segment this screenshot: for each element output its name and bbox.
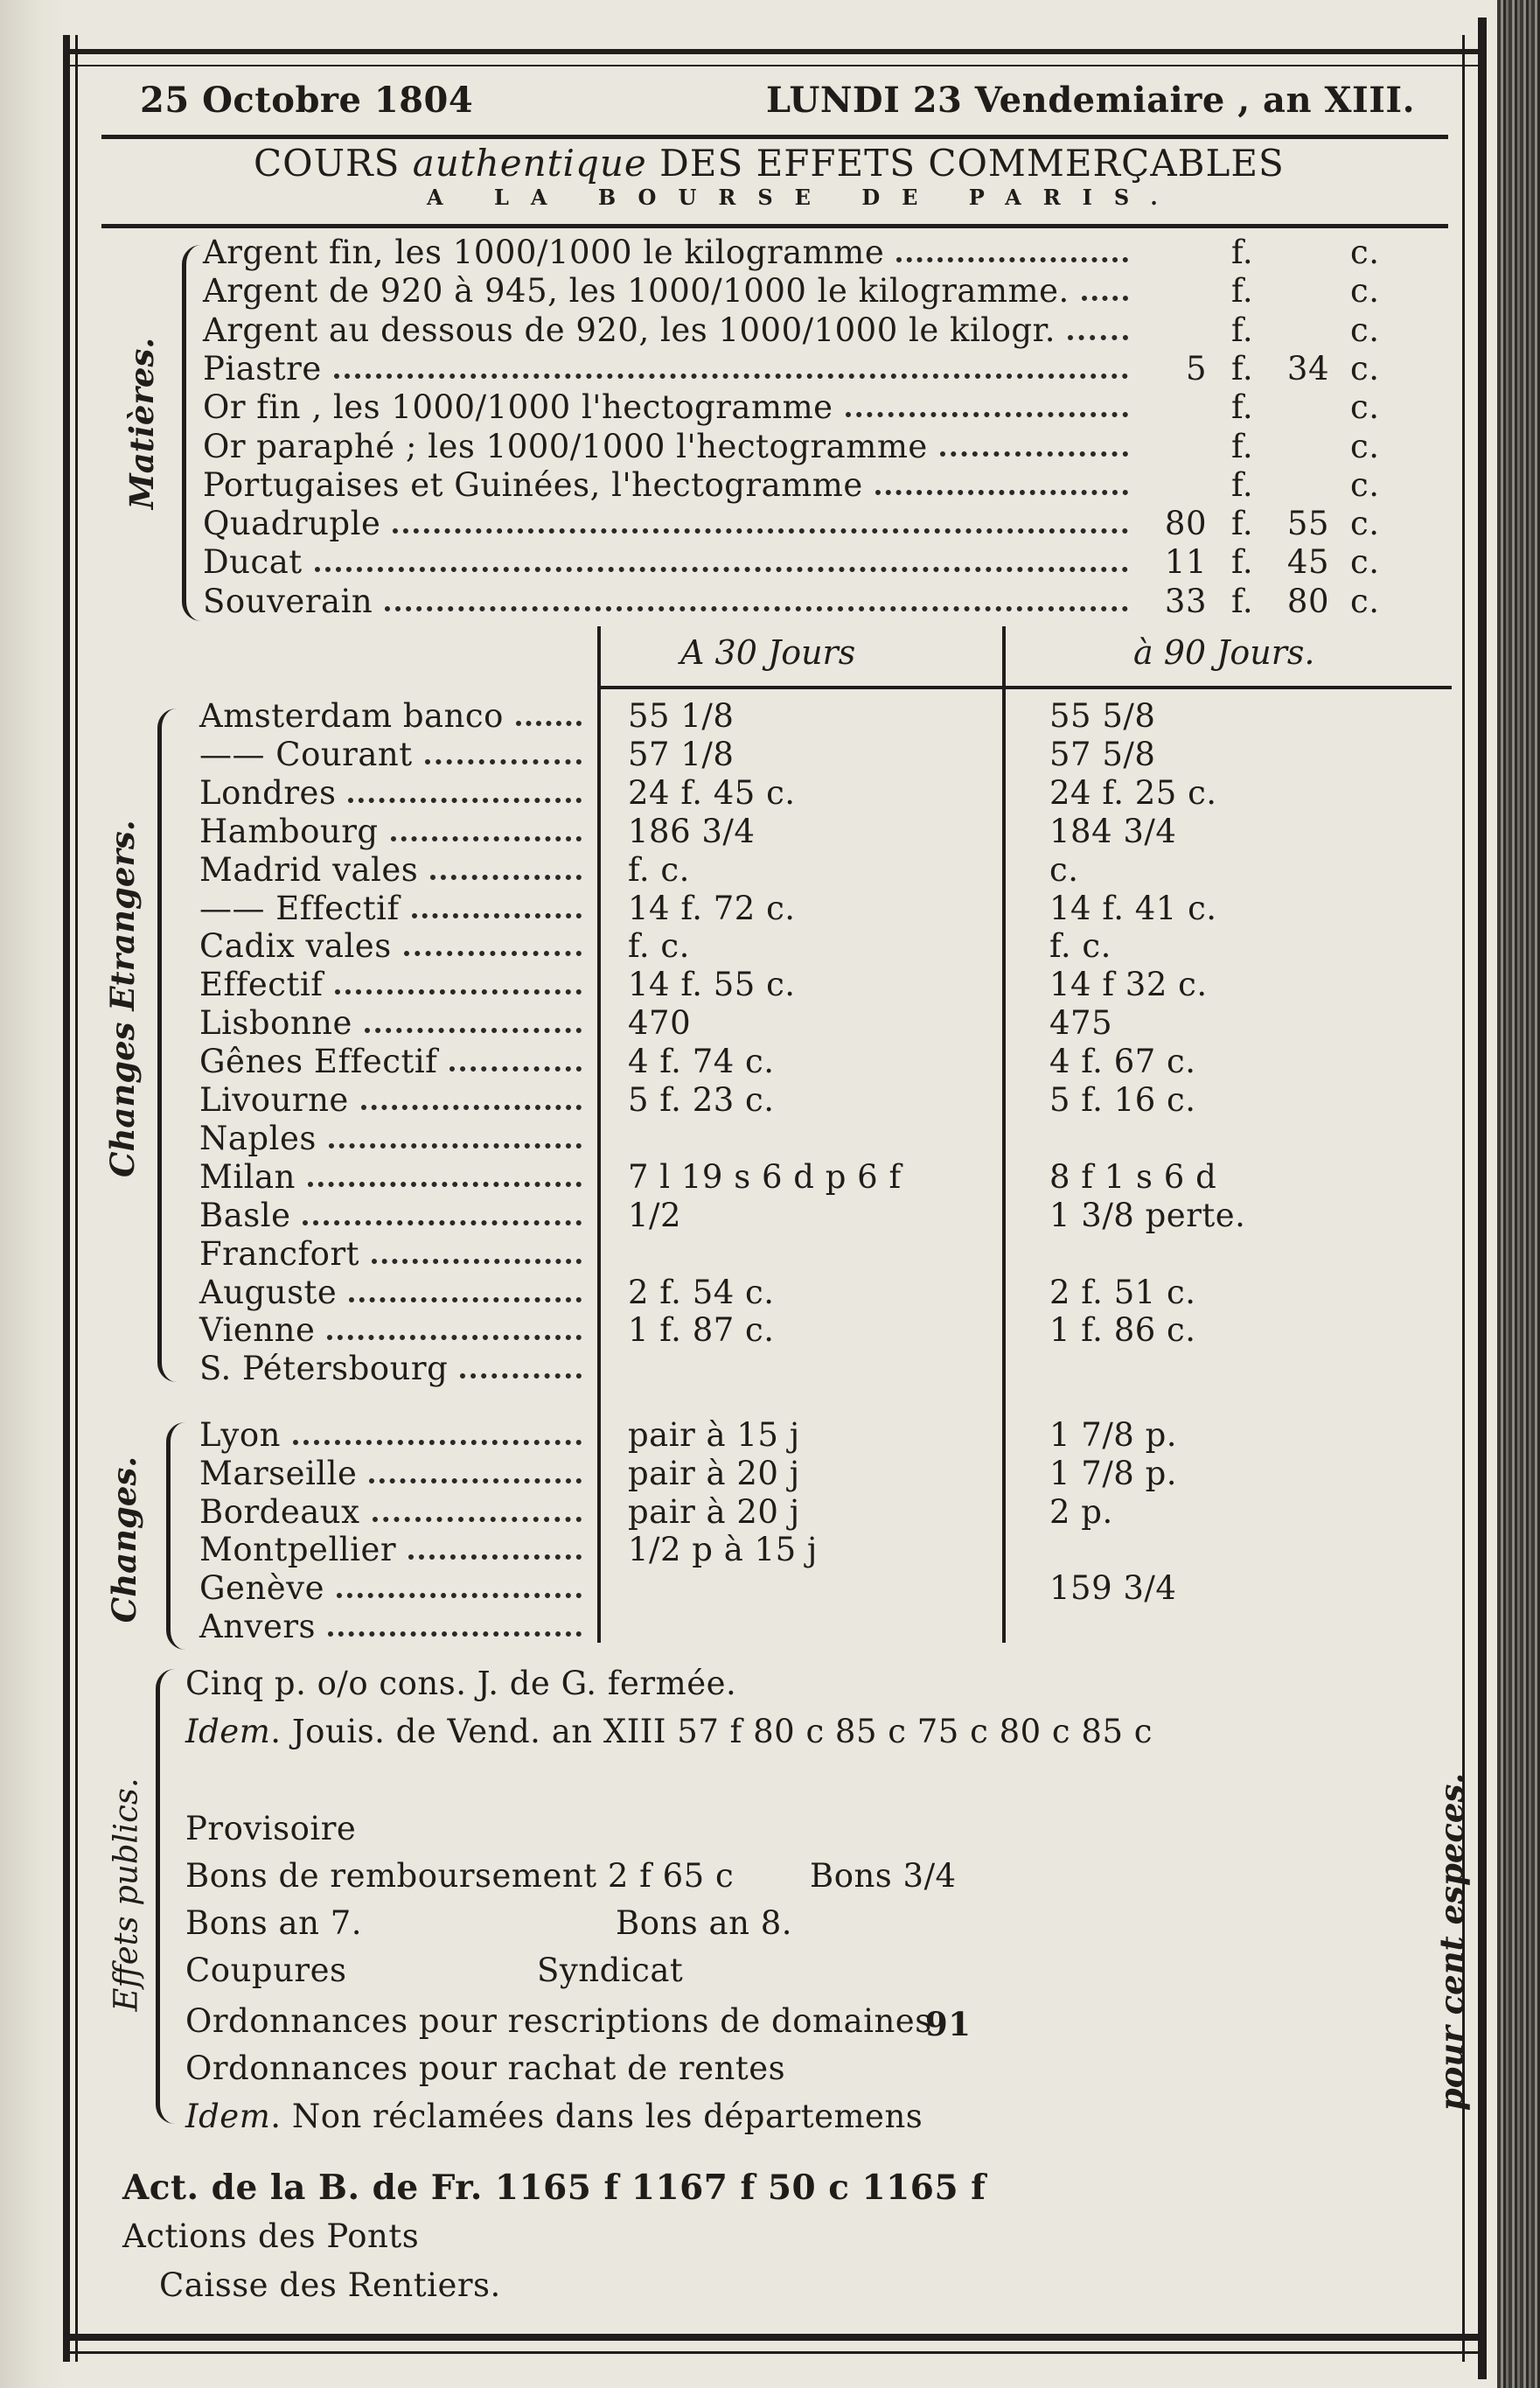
matiere-f-unit: f. xyxy=(1231,272,1254,310)
header-day: LUNDI 23 Vendemiaire , an XIII. xyxy=(766,80,1416,121)
dot-leader xyxy=(329,1143,582,1149)
rate-30-days: 14 f. 72 c. xyxy=(628,890,796,927)
matiere-c-value: 80 xyxy=(1286,583,1329,620)
dot-leader xyxy=(328,1631,582,1637)
changes-etrangers-brace xyxy=(157,709,181,1382)
idem-non-reclamees xyxy=(185,2100,923,2133)
rate-30-days: 57 1/8 xyxy=(628,736,735,773)
place-name: Francfort xyxy=(199,1235,359,1273)
matiere-c-unit: c. xyxy=(1350,466,1380,504)
dot-leader xyxy=(425,759,582,765)
actions-banque-france: Act. de la B. de Fr. 1165 f 1167 f 50 c 1165 f xyxy=(122,2168,986,2208)
dot-leader xyxy=(1082,296,1128,301)
matiere-name: Portugaises et Guinées, l'hectogramme xyxy=(203,466,863,504)
place-name: Hambourg xyxy=(199,813,379,850)
rate-30-days: 55 1/8 xyxy=(628,697,735,735)
dot-leader xyxy=(303,1220,582,1225)
rate-30-days: pair à 15 j xyxy=(628,1416,800,1454)
rate-30-days: 470 xyxy=(628,1004,692,1042)
rate-90-days: 2 p. xyxy=(1049,1493,1113,1531)
dot-leader xyxy=(449,1066,582,1072)
matiere-c-unit: c. xyxy=(1350,583,1380,620)
dot-leader xyxy=(308,1182,582,1187)
rate-90-days: 1 3/8 perte. xyxy=(1049,1197,1246,1234)
col-header-30: A 30 Jours xyxy=(680,633,856,672)
dot-leader xyxy=(348,798,582,803)
effets-publics-side-label: pour cent especes. xyxy=(1432,1772,1471,2112)
bons-an-7: Bons an 7. xyxy=(185,1904,362,1942)
rate-90-days: 24 f. 25 c. xyxy=(1049,774,1217,812)
dot-leader xyxy=(516,721,582,726)
header-date: 25 Octobre 1804 xyxy=(140,80,474,121)
rate-30-days: 186 3/4 xyxy=(628,813,756,850)
caisse-des-rentiers: Caisse des Rentiers. xyxy=(159,2266,501,2304)
place-name: —— Effectif xyxy=(199,890,400,927)
dot-leader xyxy=(369,1478,582,1484)
matiere-c-value: 55 xyxy=(1286,505,1329,542)
col-header-90: à 90 Jours. xyxy=(1133,633,1315,672)
rate-30-days: 5 f. 23 c. xyxy=(628,1081,775,1119)
rate-90-days: 14 f 32 c. xyxy=(1049,966,1208,1003)
changes-label: Changes. xyxy=(105,1456,143,1623)
place-name: Lisbonne xyxy=(199,1004,352,1042)
idem-jouis-italic: Idem xyxy=(185,1713,271,1750)
place-name: Gênes Effectif xyxy=(199,1043,438,1080)
header-subtitle: A LA BOURSE DE PARIS. xyxy=(427,185,1180,210)
dot-leader xyxy=(361,1105,582,1110)
place-name: Livourne xyxy=(199,1081,349,1119)
ordonnances-rescriptions: Ordonnances pour rescriptions de domaines xyxy=(185,2002,932,2040)
matiere-f-unit: f. xyxy=(1231,234,1254,271)
rate-30-days: 1/2 xyxy=(628,1197,682,1234)
place-name: Montpellier xyxy=(199,1531,397,1568)
coupures: Coupures xyxy=(185,1952,347,1989)
matiere-c-unit: c. xyxy=(1350,543,1380,581)
rate-30-days: pair à 20 j xyxy=(628,1455,800,1492)
place-name: Vienne xyxy=(199,1311,316,1349)
dot-leader xyxy=(391,836,582,841)
matiere-f-value: 80 xyxy=(1164,505,1207,542)
rate-90-days: 14 f. 41 c. xyxy=(1049,890,1217,927)
matiere-f-unit: f. xyxy=(1231,543,1254,581)
matiere-f-unit: f. xyxy=(1231,350,1254,388)
matiere-c-unit: c. xyxy=(1350,505,1380,542)
dot-leader xyxy=(430,875,582,880)
provisoire: Provisoire xyxy=(185,1810,357,1847)
rate-90-days: 184 3/4 xyxy=(1049,813,1177,850)
dot-leader xyxy=(385,606,1128,611)
matiere-f-unit: f. xyxy=(1231,428,1254,465)
place-name: Marseille xyxy=(199,1455,358,1492)
dot-leader xyxy=(315,567,1128,572)
changes-brace xyxy=(166,1422,188,1650)
matiere-name: Argent fin, les 1000/1000 le kilogramme xyxy=(203,234,885,271)
dot-leader xyxy=(334,374,1128,379)
place-name: Amsterdam banco xyxy=(199,697,504,735)
frame-left-rule xyxy=(63,35,70,2362)
dot-leader xyxy=(393,528,1128,534)
place-name: S. Pétersbourg xyxy=(199,1350,449,1387)
matiere-c-unit: c. xyxy=(1350,350,1380,388)
dot-leader xyxy=(1068,335,1128,340)
dot-leader xyxy=(896,257,1128,262)
effets-publics-label: Effets publics. xyxy=(107,1777,145,2012)
frame-right-rule xyxy=(1478,17,1487,2379)
dot-leader xyxy=(940,451,1128,457)
idem-non-reclamees-text: . Non réclamées dans les départemens xyxy=(270,2098,923,2135)
matiere-c-unit: c. xyxy=(1350,272,1380,310)
matiere-f-value: 11 xyxy=(1164,543,1207,581)
matieres-brace xyxy=(182,245,204,621)
idem-non-reclamees-italic: Idem xyxy=(185,2098,271,2135)
rate-90-days: c. xyxy=(1049,851,1079,889)
matiere-c-unit: c. xyxy=(1350,311,1380,349)
matiere-name: Argent au dessous de 920, les 1000/1000 le kilogr. xyxy=(203,311,1056,349)
col-divider-right xyxy=(1002,626,1006,1643)
matiere-f-value: 33 xyxy=(1164,583,1207,620)
matiere-f-unit: f. xyxy=(1231,583,1254,620)
col-divider-left xyxy=(597,626,601,1643)
dot-leader xyxy=(408,1554,582,1560)
dot-leader xyxy=(365,1028,582,1033)
dot-leader xyxy=(327,1335,582,1340)
rate-90-days: 57 5/8 xyxy=(1049,736,1156,773)
effets-publics-brace xyxy=(156,1669,179,2124)
place-name: Madrid vales xyxy=(199,851,419,889)
dot-leader xyxy=(460,1373,582,1379)
dot-leader xyxy=(846,412,1128,417)
frame-left-rule-thin xyxy=(75,35,78,2362)
place-name: Naples xyxy=(199,1120,317,1157)
place-name: Milan xyxy=(199,1158,296,1196)
place-name: Genève xyxy=(199,1569,324,1607)
rate-30-days: 14 f. 55 c. xyxy=(628,966,796,1003)
dot-leader xyxy=(373,1517,582,1522)
matiere-name: Or fin , les 1000/1000 l'hectogramme xyxy=(203,388,833,426)
rate-30-days: f. c. xyxy=(628,927,690,965)
dot-leader xyxy=(875,490,1128,495)
matiere-name: Souverain xyxy=(203,583,373,620)
place-name: —— Courant xyxy=(199,736,413,773)
place-name: Basle xyxy=(199,1197,291,1234)
col-header-rule xyxy=(597,686,1452,689)
idem-jouis-line xyxy=(185,1715,1153,1748)
syndicat: Syndicat xyxy=(537,1952,684,1989)
matiere-c-unit: c. xyxy=(1350,428,1380,465)
header-title xyxy=(254,142,1285,185)
dot-leader xyxy=(337,1593,582,1598)
ordonnances-rachat: Ordonnances pour rachat de rentes xyxy=(185,2049,786,2087)
page-right-edge xyxy=(1497,0,1540,2388)
actions-des-ponts: Actions des Ponts xyxy=(122,2217,420,2255)
matiere-name: Argent de 920 à 945, les 1000/1000 le kilogramme. xyxy=(203,272,1070,310)
place-name: Cadix vales xyxy=(199,927,392,965)
matiere-c-unit: c. xyxy=(1350,234,1380,271)
rate-90-days: 1 7/8 p. xyxy=(1049,1416,1178,1454)
subtitle-rule xyxy=(101,224,1448,228)
matiere-f-unit: f. xyxy=(1231,505,1254,542)
idem-jouis-values: . Jouis. de Vend. an XIII 57 f 80 c 85 c 75 c 80 c 85 c xyxy=(270,1713,1153,1750)
rate-30-days: 24 f. 45 c. xyxy=(628,774,796,812)
rate-30-days: 1/2 p à 15 j xyxy=(628,1531,818,1568)
dot-leader xyxy=(335,989,582,995)
matiere-name: Or paraphé ; les 1000/1000 l'hectogramme xyxy=(203,428,928,465)
rate-90-days: f. c. xyxy=(1049,927,1111,965)
page-left-edge xyxy=(0,0,68,2388)
place-name: Effectif xyxy=(199,966,324,1003)
frame-top-rule-thin xyxy=(63,65,1487,66)
rate-90-days: 1 7/8 p. xyxy=(1049,1455,1178,1492)
matiere-name: Ducat xyxy=(203,543,303,581)
rate-90-days: 475 xyxy=(1049,1004,1113,1042)
title-italic: authentique xyxy=(412,142,647,185)
ordonnances-rescriptions-value: 91 xyxy=(925,2005,972,2043)
dot-leader xyxy=(372,1259,582,1264)
bons-remboursement: Bons de remboursement 2 f 65 c xyxy=(185,1857,735,1895)
matiere-f-unit: f. xyxy=(1231,388,1254,426)
header-rule xyxy=(101,135,1448,139)
rate-90-days: 8 f 1 s 6 d xyxy=(1049,1158,1217,1196)
matiere-f-unit: f. xyxy=(1231,466,1254,504)
rate-30-days: 4 f. 74 c. xyxy=(628,1043,775,1080)
matiere-name: Quadruple xyxy=(203,505,381,542)
frame-bottom-rule-thin xyxy=(63,2351,1487,2354)
place-name: Londres xyxy=(199,774,337,812)
rate-90-days: 2 f. 51 c. xyxy=(1049,1274,1196,1311)
place-name: Anvers xyxy=(199,1608,317,1645)
frame-top-rule xyxy=(63,49,1487,54)
bons-an-8: Bons an 8. xyxy=(616,1904,792,1942)
matiere-c-value: 34 xyxy=(1286,350,1329,388)
rate-90-days: 55 5/8 xyxy=(1049,697,1156,735)
matieres-label: Matières. xyxy=(122,337,161,510)
rate-30-days: pair à 20 j xyxy=(628,1493,800,1531)
rate-30-days: 1 f. 87 c. xyxy=(628,1311,775,1349)
rate-90-days: 159 3/4 xyxy=(1049,1569,1177,1607)
rate-90-days: 1 f. 86 c. xyxy=(1049,1311,1196,1349)
dot-leader xyxy=(293,1440,582,1445)
matiere-name: Piastre xyxy=(203,350,322,388)
matiere-c-unit: c. xyxy=(1350,388,1380,426)
matiere-f-unit: f. xyxy=(1231,311,1254,349)
dot-leader xyxy=(404,951,582,956)
place-name: Auguste xyxy=(199,1274,338,1311)
rate-30-days: 2 f. 54 c. xyxy=(628,1274,775,1311)
frame-bottom-rule xyxy=(63,2334,1487,2341)
rate-30-days: f. c. xyxy=(628,851,690,889)
dot-leader xyxy=(412,913,582,918)
changes-etrangers-label: Changes Etrangers. xyxy=(103,820,142,1177)
rate-90-days: 4 f. 67 c. xyxy=(1049,1043,1196,1080)
bons-trois-quarts: Bons 3/4 xyxy=(810,1857,957,1895)
rate-30-days: 7 l 19 s 6 d p 6 f xyxy=(628,1158,902,1196)
title-prefix: COURS xyxy=(254,142,401,185)
matiere-c-value: 45 xyxy=(1286,543,1329,581)
place-name: Lyon xyxy=(199,1416,281,1454)
title-suffix: DES EFFETS COMMERÇABLES xyxy=(659,142,1285,185)
place-name: Bordeaux xyxy=(199,1493,360,1531)
rate-90-days: 5 f. 16 c. xyxy=(1049,1081,1196,1119)
cinq-pour-cent: Cinq p. o/o cons. J. de G. fermée. xyxy=(185,1665,737,1702)
dot-leader xyxy=(349,1297,582,1302)
matiere-f-value: 5 xyxy=(1185,350,1207,388)
